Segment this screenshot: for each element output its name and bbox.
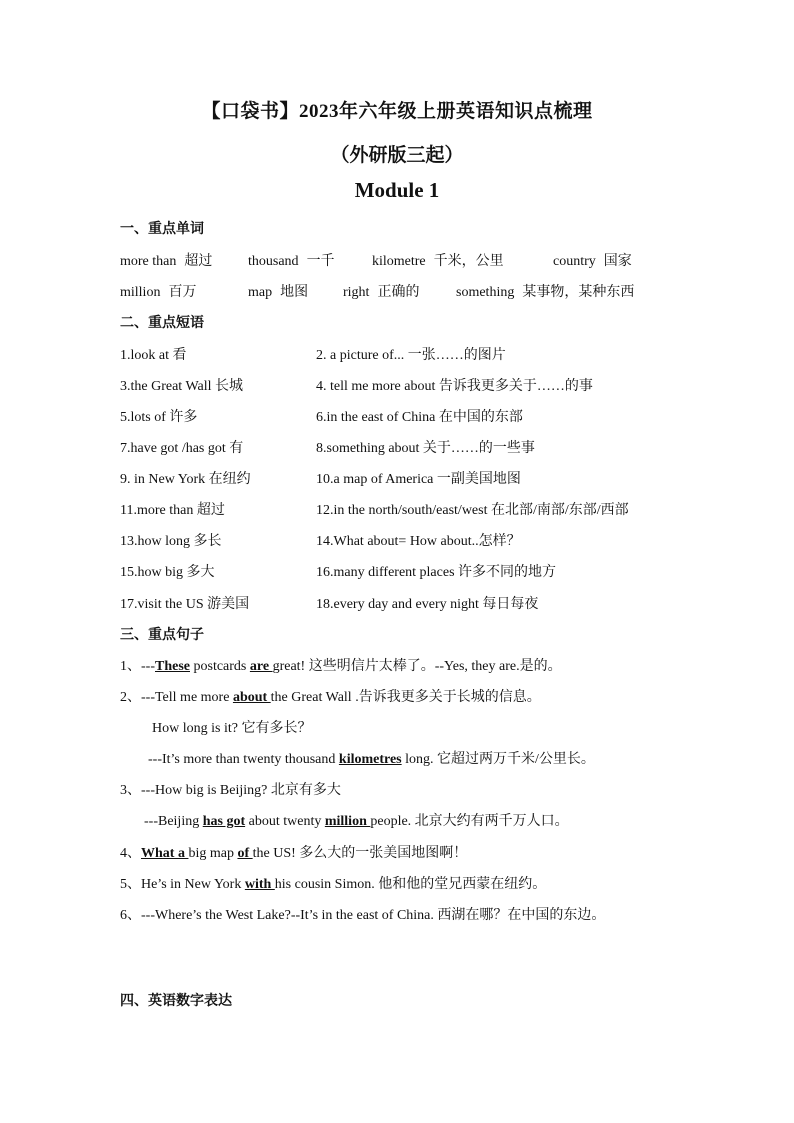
sentence-2-question: How long is it? 它有多长？ <box>152 721 312 736</box>
phrase-item: 5.lots of 许多 <box>120 410 198 425</box>
word-entry: country 国家 <box>553 254 632 269</box>
blank-answer: with <box>244 877 275 892</box>
blank-answer: kilometres <box>338 752 402 767</box>
blank-answer: What a <box>141 846 189 861</box>
word-entry: right 正确的 <box>343 285 420 300</box>
blank-answer: are <box>249 659 273 674</box>
phrase-item: 2. a picture of... 一张……的图片 <box>316 348 506 363</box>
section-heading-phrases: 二、重点短语 <box>120 316 204 331</box>
word-entry: something 某事物，某种东西 <box>456 285 635 300</box>
phrase-item: 16.many different places 许多不同的地方 <box>316 565 557 580</box>
blank-answer: has got <box>202 814 246 829</box>
word-entry: map 地图 <box>248 285 309 300</box>
blank-answer: These <box>155 659 190 674</box>
phrase-item: 12.in the north/south/east/west 在北部/南部/东部/西部 <box>316 503 629 518</box>
phrase-item: 10.a map of America 一副美国地图 <box>316 472 521 487</box>
blank-answer: million <box>324 814 371 829</box>
sentence-2-answer: ---It’s more than twenty thousand kilometres long. 它超过两万千米/公里长。 <box>148 752 595 767</box>
sentence-6: 6、---Where’s the West Lake?--It’s in the east of China. 西湖在哪？在中国的东边。 <box>120 908 606 923</box>
word-entry: more than 超过 <box>120 254 213 269</box>
sentence-2: 2、---Tell me more about the Great Wall .告诉我更多关于长城的信息。 <box>120 690 541 705</box>
phrase-item: 11.more than 超过 <box>120 503 225 518</box>
phrase-item: 13.how long 多长 <box>120 534 222 549</box>
word-entry: kilometre 千米，公里 <box>372 254 504 269</box>
phrase-item: 14.What about= How about..怎样？ <box>316 534 521 549</box>
blank-answer: of <box>237 846 253 861</box>
blank-answer: about <box>232 690 271 705</box>
phrase-item: 8.something about 关于……的一些事 <box>316 441 535 456</box>
phrase-item: 1.look at 看 <box>120 348 187 363</box>
word-entry: million 百万 <box>120 285 197 300</box>
sentence-3: 3、---How big is Beijing? 北京有多大 <box>120 783 341 798</box>
module-heading: Module 1 <box>354 178 440 202</box>
section-heading-numbers: 四、英语数字表达 <box>120 994 232 1009</box>
phrase-item: 9. in New York 在纽约 <box>120 472 251 487</box>
section-heading-words: 一、重点单词 <box>120 222 204 237</box>
phrase-item: 7.have got /has got 有 <box>120 441 244 456</box>
sentence-5: 5、He’s in New York with his cousin Simon. 他和他的堂兄西蒙在纽约。 <box>120 877 547 892</box>
phrase-item: 3.the Great Wall 长城 <box>120 379 244 394</box>
sentence-3-answer: ---Beijing has got about twenty million people. 北京大约有两千万人口。 <box>144 814 569 829</box>
phrase-item: 18.every day and every night 每日每夜 <box>316 597 539 612</box>
phrase-item: 6.in the east of China 在中国的东部 <box>316 410 523 425</box>
word-entry: thousand 一千 <box>248 254 335 269</box>
phrase-item: 4. tell me more about 告诉我更多关于……的事 <box>316 379 593 394</box>
section-heading-sentences: 三、重点句子 <box>120 628 204 643</box>
document-subtitle: （外研版三起） <box>330 145 464 166</box>
sentence-1: 1、---These postcards are great! 这些明信片太棒了。--Yes, they are.是的。 <box>120 659 562 674</box>
sentence-4: 4、What a big map of the US! 多么大的一张美国地图啊！ <box>120 846 468 861</box>
phrase-item: 15.how big 多大 <box>120 565 215 580</box>
phrase-item: 17.visit the US 游美国 <box>120 597 250 612</box>
document-title: 【口袋书】2023年六年级上册英语知识点梳理 <box>201 101 593 122</box>
